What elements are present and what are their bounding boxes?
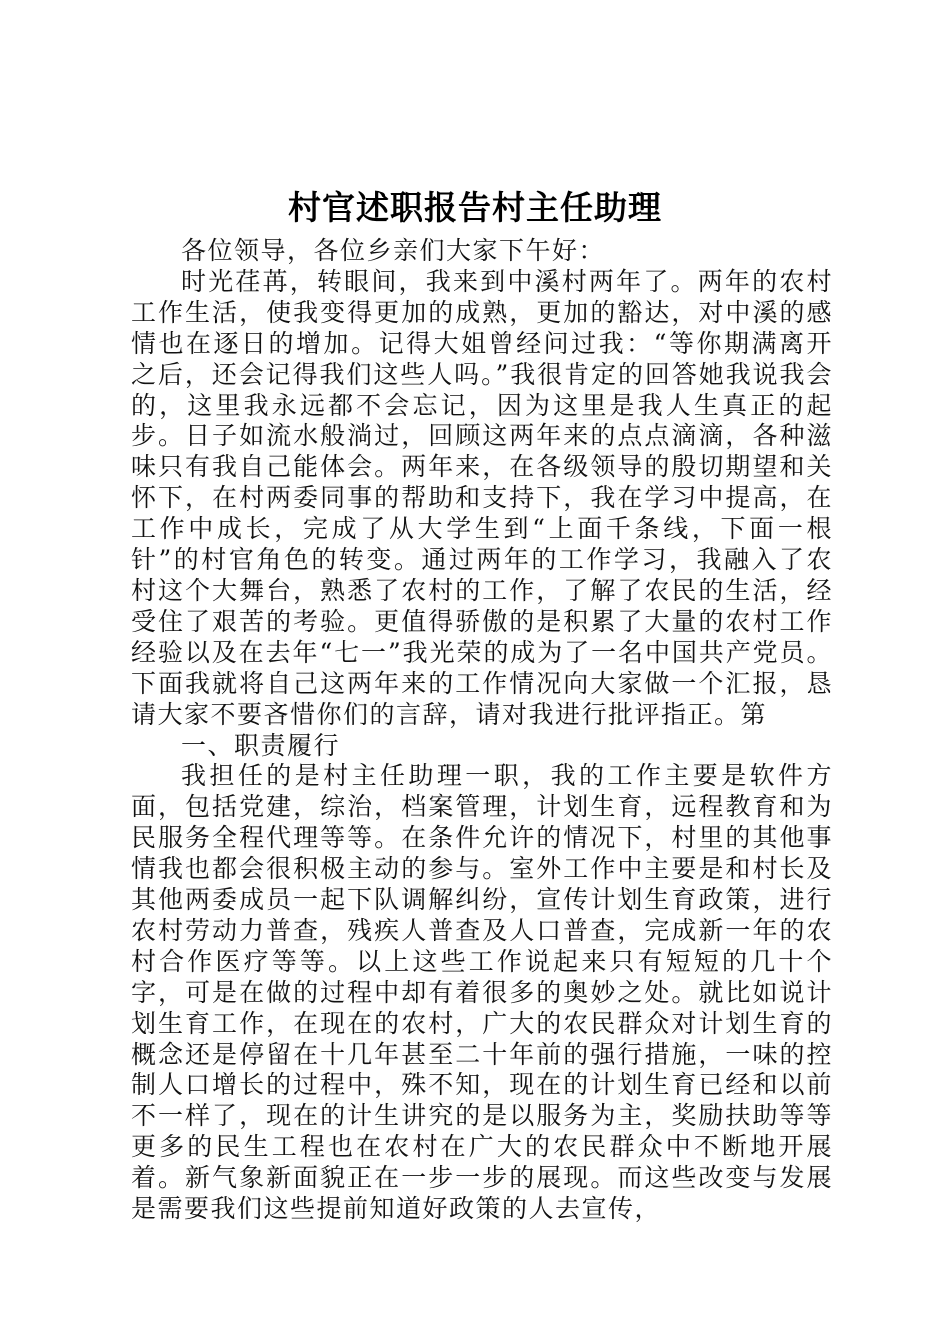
paragraph-greeting: 各位领导，各位乡亲们大家下午好：: [181, 236, 606, 265]
document-title: 村官述职报告村主任助理: [288, 188, 662, 227]
paragraph-introduction: 时光荏苒，转眼间，我来到中溪村两年了。两年的农村工作生活，使我变得更加的成熟，更加的豁达，对中溪的感情也在逐日的增加。记得大姐曾经问过我：“等你期满离开之后，还会记得我们这些人吗。”我很肯定的回答她我说我会的，这里我永远都不会忘记，因为这里是我人生真正的起步。日子如流水般淌过，回顾这两年来的点点滴滴，各种滋味只有我自己能体会。两年来，在各级领导的殷切期望和关怀下，在村两委同事的帮助和支持下，我在学习中提高，在工作中成长，完成了从大学生到“上面千条线，下面一根针”的村官角色的转变。通过两年的工作学习，我融入了农村这个大舞台，熟悉了农村的工作，了解了农民的生活，经受住了艰苦的考验。更值得骄傲的是积累了大量的农村工作经验以及在去年“七一”我光荣的成为了一名中国共产党员。下面我就将自己这两年来的工作情况向大家做一个汇报，恳请大家不要吝惜你们的言辞，请对我进行批评指正。第: [131, 266, 833, 729]
section-heading-duties: 一、职责履行: [181, 730, 341, 760]
paragraph-duties: 我担任的是村主任助理一职，我的工作主要是软件方面，包括党建，综治，档案管理，计划生育，远程教育和为民服务全程代理等等。在条件允许的情况下，村里的其他事情我也都会很积极主动的参与。室外工作中主要是和村长及其他两委成员一起下队调解纠纷，宣传计划生育政策，进行农村劳动力普查，残疾人普查及人口普查，完成新一年的农村合作医疗等等。以上这些工作说起来只有短短的几十个字，可是在做的过程中却有着很多的奥妙之处。就比如说计划生育工作，在现在的农村，广大的农民群众对计划生育的概念还是停留在十几年甚至二十年前的强行措施，一味的控制人口增长的过程中，殊不知，现在的计划生育已经和以前不一样了，现在的计生讲究的是以服务为主，奖励扶助等等更多的民生工程也在农村在广大的农民群众中不断地开展着。新气象新面貌正在一步一步的展现。而这些改变与发展是需要我们这些提前知道好政策的人去宣传，: [131, 761, 833, 1224]
document-body: [131, 236, 833, 1225]
